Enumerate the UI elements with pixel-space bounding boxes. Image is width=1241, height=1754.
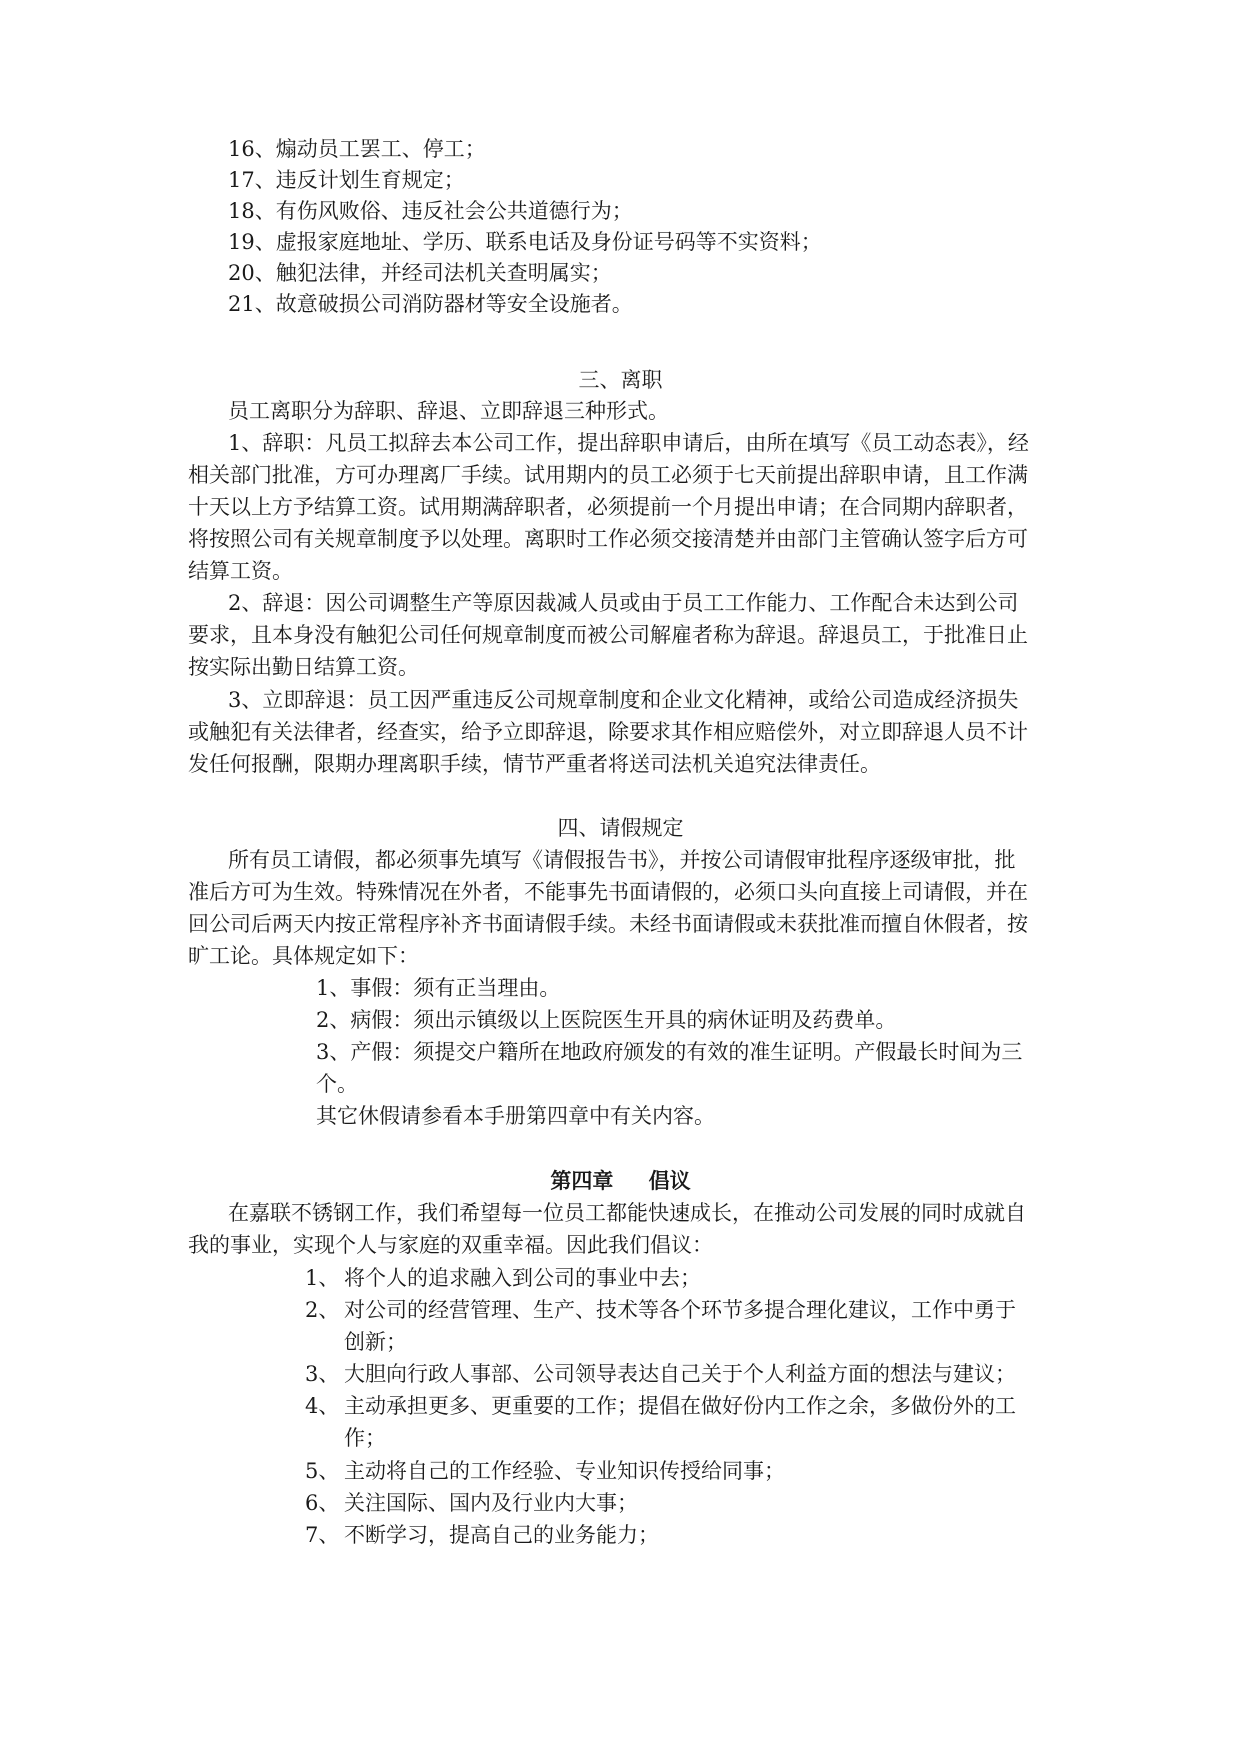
list-item: 其它休假请参看本手册第四章中有关内容。: [316, 1104, 715, 1128]
paragraph-line: 员工离职分为辞职、辞退、立即辞退三种形式。: [228, 399, 669, 423]
list-item: 2、病假：须出示镇级以上医院医生开具的病休证明及药费单。: [316, 1008, 897, 1032]
list-item-text: 将个人的追求融入到公司的事业中去；: [344, 1266, 701, 1290]
list-item-text: 作；: [344, 1426, 386, 1450]
item-number: 5、: [305, 1459, 340, 1483]
paragraph-line: 在嘉联不锈钢工作，我们希望每一位员工都能快速成长，在推动公司发展的同时成就自: [228, 1201, 1026, 1225]
item-number: 1、: [305, 1266, 340, 1290]
list-item: [305, 1358, 343, 1390]
list-item: [305, 1294, 343, 1326]
paragraph-line: 旷工论。具体规定如下：: [188, 944, 419, 968]
paragraph-line: 1、辞职：凡员工拟辞去本公司工作，提出辞职申请后，由所在填写《员工动态表》，经: [228, 431, 1029, 455]
item-number: 7、: [305, 1523, 340, 1547]
list-item: 19、虚报家庭地址、学历、联系电话及身份证号码等不实资料；: [228, 230, 822, 254]
paragraph-line: 十天以上方予结算工资。试用期满辞职者，必须提前一个月提出申请；在合同期内辞职者，: [188, 495, 1028, 519]
paragraph-line: 相关部门批准，方可办理离厂手续。试用期内的员工必须于七天前提出辞职申请，且工作满: [188, 463, 1028, 487]
paragraph-line: 2、辞退：因公司调整生产等原因裁减人员或由于员工工作能力、工作配合未达到公司: [228, 591, 1019, 615]
list-item-text: 不断学习，提高自己的业务能力；: [344, 1523, 659, 1547]
list-item-text: 主动承担更多、更重要的工作；提倡在做好份内工作之余，多做份外的工: [344, 1394, 1016, 1418]
paragraph-line: 将按照公司有关规章制度予以处理。离职时工作必须交接清楚并由部门主管确认签字后方可: [188, 527, 1028, 551]
item-number: 2、: [305, 1298, 340, 1322]
list-item: 21、故意破损公司消防器材等安全设施者。: [228, 292, 633, 316]
paragraph-line: 3、立即辞退：员工因严重违反公司规章制度和企业文化精神，或给公司造成经济损失: [228, 688, 1019, 712]
list-item: 1、事假：须有正当理由。: [316, 976, 561, 1000]
list-item: [305, 1262, 343, 1294]
list-item-text: 关注国际、国内及行业内大事；: [344, 1491, 638, 1515]
paragraph-line: 按实际出勤日结算工资。: [188, 655, 419, 679]
list-item-text: 主动将自己的工作经验、专业知识传授给同事；: [344, 1459, 785, 1483]
list-item: [305, 1519, 343, 1551]
list-item: [305, 1455, 343, 1487]
list-item: 个。: [316, 1072, 358, 1096]
list-item: 18、有伤风败俗、违反社会公共道德行为；: [228, 199, 633, 223]
item-number: 3、: [305, 1362, 340, 1386]
paragraph-line: 准后方可为生效。特殊情况在外者，不能事先书面请假的，必须口头向直接上司请假，并在: [188, 880, 1028, 904]
list-item: [305, 1390, 343, 1422]
list-item-text: 对公司的经营管理、生产、技术等各个环节多提合理化建议，工作中勇于: [344, 1298, 1016, 1322]
list-item-text: 创新；: [344, 1330, 407, 1354]
paragraph-line: 我的事业，实现个人与家庭的双重幸福。因此我们倡议：: [188, 1233, 713, 1257]
paragraph-line: 回公司后两天内按正常程序补齐书面请假手续。未经书面请假或未获批准而擅自休假者，按: [188, 912, 1028, 936]
paragraph-line: 发任何报酬，限期办理离职手续，情节严重者将送司法机关追究法律责任。: [188, 752, 881, 776]
section-heading: 三、离职: [578, 368, 663, 392]
paragraph-line: 所有员工请假，都必须事先填写《请假报告书》，并按公司请假审批程序逐级审批，批: [228, 848, 1016, 872]
list-item: 16、煽动员工罢工、停工；: [228, 137, 486, 161]
list-item: [305, 1487, 343, 1519]
chapter-heading: 第四章 倡议: [550, 1169, 691, 1193]
list-item: 17、违反计划生育规定；: [228, 168, 465, 192]
list-item: 3、产假：须提交户籍所在地政府颁发的有效的准生证明。产假最长时间为三: [316, 1040, 1023, 1064]
paragraph-line: 要求，且本身没有触犯公司任何规章制度而被公司解雇者称为辞退。辞退员工，于批准日止: [188, 623, 1028, 647]
list-item-text: 大胆向行政人事部、公司领导表达自己关于个人利益方面的想法与建议；: [344, 1362, 1016, 1386]
list-item: 20、触犯法律，并经司法机关查明属实；: [228, 261, 612, 285]
section-heading: 四、请假规定: [557, 816, 684, 840]
paragraph-line: 或触犯有关法律者，经查实，给予立即辞退，除要求其作相应赔偿外，对立即辞退人员不计: [188, 720, 1028, 744]
paragraph-line: 结算工资。: [188, 559, 293, 583]
item-number: 6、: [305, 1491, 340, 1515]
item-number: 4、: [305, 1394, 340, 1418]
